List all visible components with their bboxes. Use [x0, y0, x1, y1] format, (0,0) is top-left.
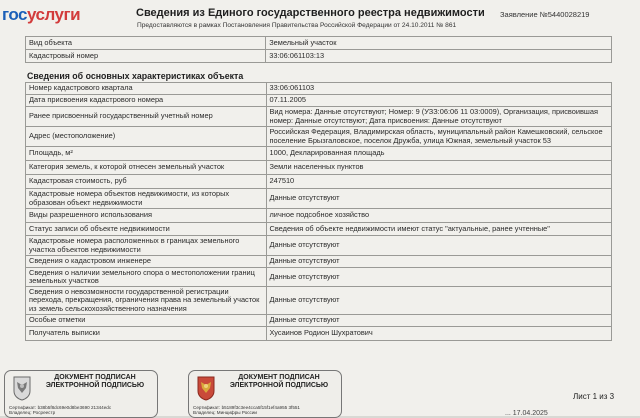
certificate-owner: Владелец: Минцифры России [193, 410, 257, 416]
table-row [26, 223, 612, 236]
table-row [26, 315, 612, 327]
certificate-info [193, 405, 300, 415]
row-value: Данные отсутствуют [266, 287, 612, 315]
row-value: Российская Федерация, Владимирская область, муниципальный район Камешковский, сельское поселение Брызгаловское, поселок Дружба, улица Южная, земельный участок 53 [266, 127, 612, 147]
table-row [26, 95, 612, 107]
logo-part-uslugi: услуги [26, 5, 81, 24]
table-row [26, 83, 612, 95]
russian-eagle-emblem-icon [11, 375, 33, 401]
signature-title: ДОКУМЕНТ ПОДПИСАН ЭЛЕКТРОННОЙ ПОДПИСЬЮ [45, 374, 145, 389]
row-label: Особые отметки [26, 315, 267, 327]
table-row [26, 161, 612, 175]
row-label: Сведения о наличии земельного спора о местоположении границ земельных участков [26, 268, 267, 287]
russian-eagle-emblem-icon [195, 375, 217, 401]
application-number: Заявление №5440028219 [500, 10, 590, 19]
document-title: Сведения из Единого государственного реестра недвижимости [136, 7, 485, 19]
row-value: 33:06:061103 [266, 83, 612, 95]
gosuslugi-logo [2, 5, 80, 25]
table-row [26, 327, 612, 341]
row-value: Хусаинов Родион Шухратович [266, 327, 612, 341]
row-label: Кадастровые номера расположенных в границах земельного участка объектов недвижимости [26, 236, 267, 256]
row-value: Данные отсутствуют [266, 256, 612, 268]
row-label: Кадастровый номер [26, 50, 266, 63]
table-row [26, 236, 612, 256]
table-row [26, 189, 612, 209]
row-label: Статус записи об объекте недвижимости [26, 223, 267, 236]
row-label: Адрес (местоположение) [26, 127, 267, 147]
page-indicator: Лист 1 из 3 [573, 392, 615, 401]
table-row [26, 50, 612, 63]
table-row [26, 209, 612, 223]
row-value: 1000, Декларированная площадь [266, 147, 612, 161]
section-title: Сведения об основных характеристиках объекта [27, 71, 244, 81]
document-footer [0, 360, 640, 416]
row-value: личное подсобное хозяйство [266, 209, 612, 223]
row-label: Кадастровая стоимость, руб [26, 175, 267, 189]
row-label: Дата присвоения кадастрового номера [26, 95, 267, 107]
row-label: Сведения о кадастровом инженере [26, 256, 267, 268]
signature-title: ДОКУМЕНТ ПОДПИСАН ЭЛЕКТРОННОЙ ПОДПИСЬЮ [229, 374, 329, 389]
row-value: 33:06:061103:13 [266, 50, 612, 63]
certificate-line: Сертификат: b38b5f8dc69e0d8be3690 21344edc [9, 405, 112, 410]
row-label: Категория земель, к которой отнесен земельный участок [26, 161, 267, 175]
row-label: Вид объекта [26, 37, 266, 50]
row-value: Данные отсутствуют [266, 189, 612, 209]
row-label: Сведения о невозможности государственной регистрации перехода, прекращения, ограничения права на земельный участок из земель сельскохозяйственного назначения [26, 287, 267, 315]
table-row [26, 107, 612, 127]
electronic-signature-stamp [4, 370, 158, 418]
row-label: Площадь, м² [26, 147, 267, 161]
table-row [26, 147, 612, 161]
certificate-info [9, 405, 111, 415]
row-value: Данные отсутствуют [266, 236, 612, 256]
row-label: Ранее присвоенный государственный учетный номер [26, 107, 267, 127]
row-value: 247510 [266, 175, 612, 189]
document-subtitle: Предоставляются в рамках Постановления Правительства Российской Федерации от 24.10.2011 № 861 [137, 22, 457, 29]
document-header [0, 0, 640, 36]
row-value: Земельный участок [266, 37, 612, 50]
row-label: Номер кадастрового квартала [26, 83, 267, 95]
table-row [26, 287, 612, 315]
row-value: Сведения об объекте недвижимости имеют статус "актуальные, ранее учтенные" [266, 223, 612, 236]
row-label: Получатель выписки [26, 327, 267, 341]
table-row [26, 37, 612, 50]
row-value: Земли населенных пунктов [266, 161, 612, 175]
row-label: Виды разрешенного использования [26, 209, 267, 223]
table-row [26, 268, 612, 287]
electronic-signature-stamp [188, 370, 342, 418]
row-value: Данные отсутствуют [266, 268, 612, 287]
row-value: Данные отсутствуют [266, 315, 612, 327]
row-value: Вид номера: Данные отсутствуют; Номер: 9 (УЗЗ:06:06 11 03:0009), Организация, присвоившая номер: Данные отсутствуют; Дата присвоения: Данные отсутствуют [266, 107, 612, 127]
row-value: 07.11.2005 [266, 95, 612, 107]
logo-part-gos: гос [2, 5, 27, 24]
table-row [26, 127, 612, 147]
row-label: Кадастровые номера объектов недвижимости, из которых образован объект недвижимости [26, 189, 267, 209]
certificate-owner: Владелец: Росреестр [9, 410, 56, 416]
characteristics-table [25, 82, 612, 341]
table-row [26, 256, 612, 268]
object-type-table [25, 36, 612, 63]
table-row [26, 175, 612, 189]
partial-date-fragment: ... 17.04.2025 [505, 410, 548, 417]
certificate-line: Сертификат: b5189f3c3ee4cca5f15f1ef4a955 3f551 [193, 405, 300, 410]
